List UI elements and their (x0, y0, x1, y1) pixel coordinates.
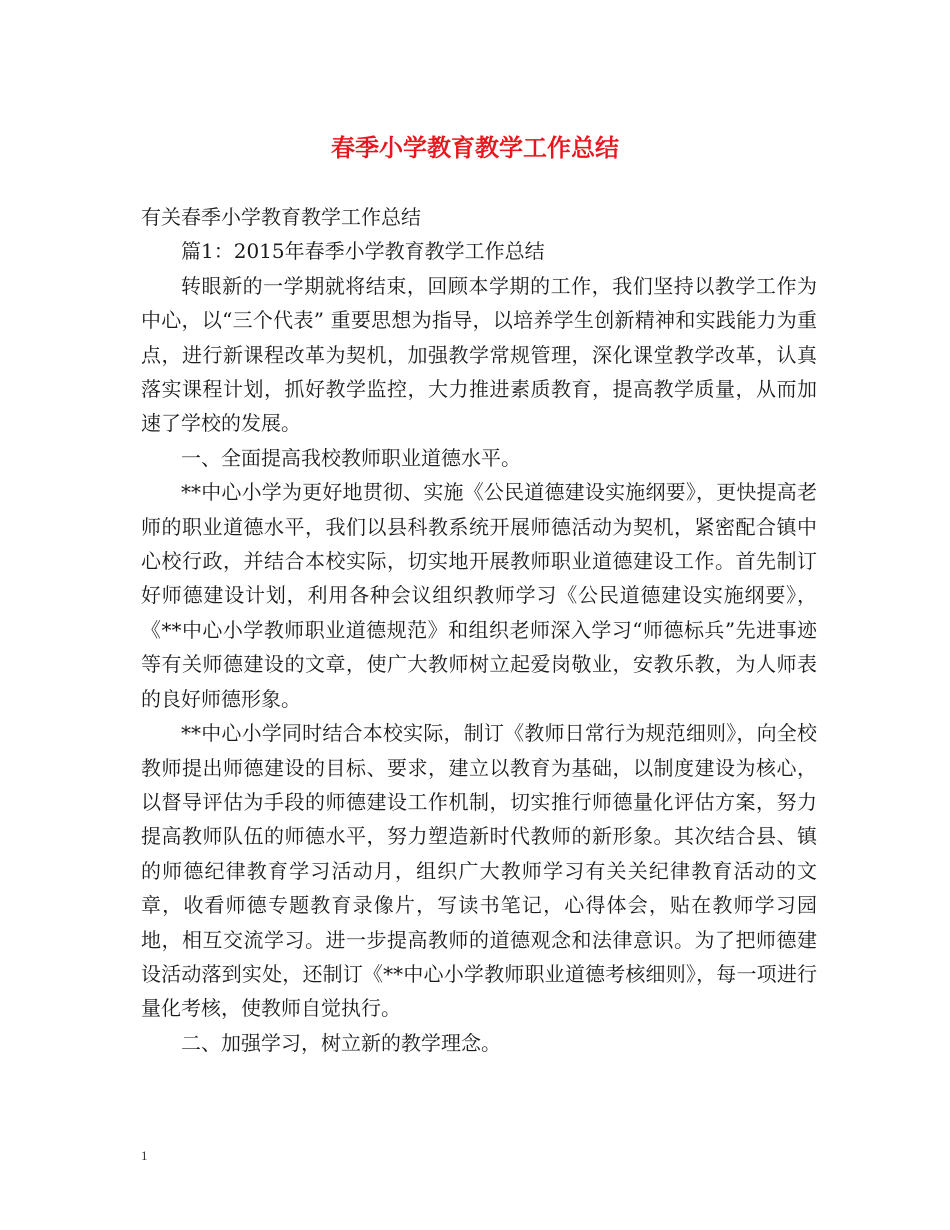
paragraph-intro: 转眼新的一学期就将结束，回顾本学期的工作，我们坚持以教学工作为中心，以“三个代表” 重要思想为指导，以培养学生创新精神和实践能力为重点，进行新课程改革为契机，加强教学常规管理，深化课堂教学改革，认真落实课程计划，抓好教学监控，大力推进素质教育，提高教学质量，从而加速了学校的发展。 (141, 273, 817, 436)
paragraph-section-1a: **中心小学为更好地贯彻、实施《公民道德建设实施纲要》，更快提高老师的职业道德水平，我们以县科教系统开展师德活动为契机，紧密配合镇中心校行政，并结合本校实际，切实地开展教师职业道德建设工作。首先制订好师德建设计划，利用各种会议组织教师学习《公民道德建设实施纲要》，《**中心小学教师职业道德规范》和组织老师深入学习“师德标兵”先进事迹等有关师德建设的文章，使广大教师树立起爱岗敬业，安教乐教，为人师表的良好师德形象。 (141, 480, 817, 711)
paragraph-section-1b: **中心小学同时结合本校实际，制订《教师日常行为规范细则》，向全校教师提出师德建设的目标、要求，建立以教育为基础，以制度建设为核心，以督导评估为手段的师德建设工作机制，切实推行师德量化评估方案，努力提高教师队伍的师德水平，努力塑造新时代教师的新形象。其次结合县、镇的师德纪律教育学习活动月，组织广大教师学习有关关纪律教育活动的文章，收看师德专题教育录像片，写读书笔记，心得体会，贴在教师学习园地，相互交流学习。进一步提高教师的道德观念和法律意识。为了把师德建设活动落到实处，还制订《**中心小学教师职业道德考核细则》，每一项进行量化考核，使教师自觉执行。 (141, 721, 817, 1021)
paragraph-article-heading: 篇1：2015年春季小学教育教学工作总结 (181, 239, 545, 264)
section-heading-2: 二、加强学习，树立新的教学理念。 (181, 1030, 501, 1055)
document-subtitle: 有关春季小学教育教学工作总结 (141, 205, 421, 229)
document-title: 春季小学教育教学工作总结 (331, 133, 619, 162)
document-body (141, 200, 817, 1060)
section-heading-1: 一、全面提高我校教师职业道德水平。 (181, 445, 521, 470)
page-number: 1 (141, 1148, 148, 1163)
